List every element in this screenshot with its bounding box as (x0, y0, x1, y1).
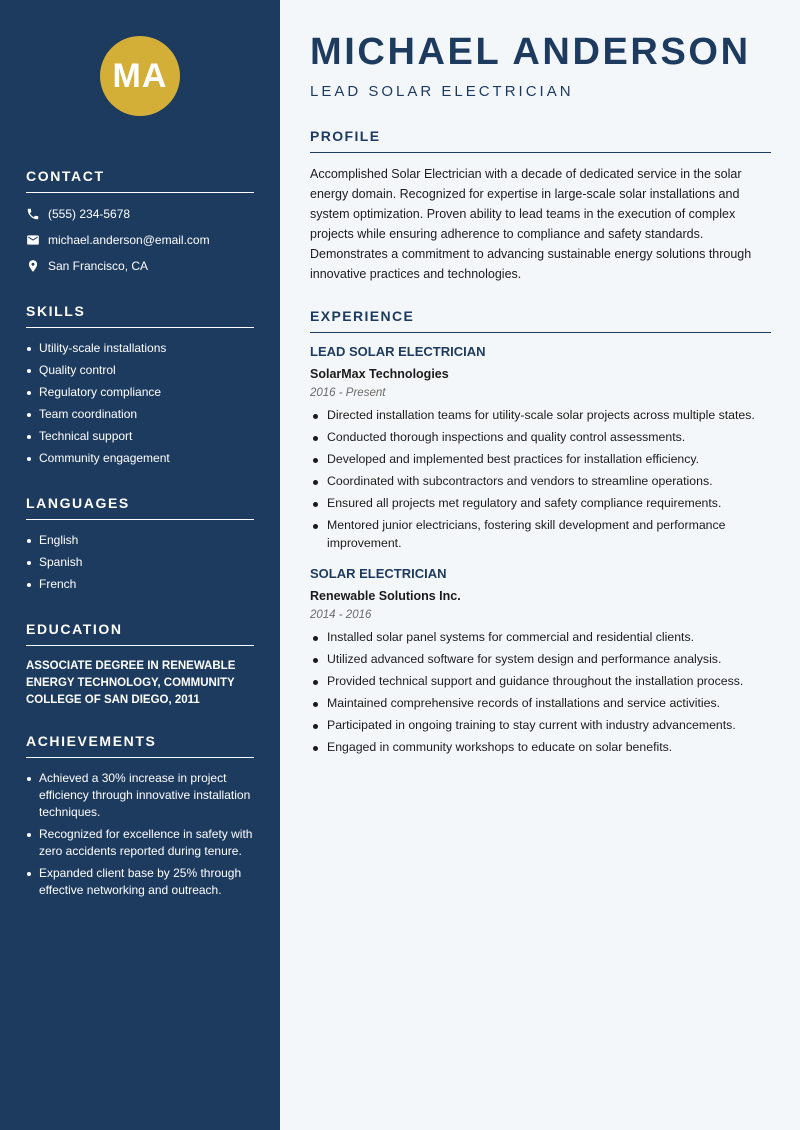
main-content (280, 0, 800, 1130)
job-bullet: Installed solar panel systems for commercial and residential clients. (310, 629, 771, 647)
experience-heading: EXPERIENCE (310, 308, 771, 333)
achievement-item: Expanded client base by 25% through effective networking and outreach. (26, 865, 254, 899)
education-section (26, 621, 254, 709)
avatar: MA (100, 36, 180, 116)
contact-section (26, 168, 254, 275)
skill-item: Technical support (26, 428, 254, 445)
job-bullet: Mentored junior electricians, fostering skill development and performance improvement. (310, 517, 771, 552)
skills-section (26, 303, 254, 467)
achievements-list (26, 770, 254, 899)
skill-item: Utility-scale installations (26, 340, 254, 357)
job-entry (310, 566, 771, 757)
job-bullet: Coordinated with subcontractors and vendors to streamline operations. (310, 473, 771, 491)
achievements-heading: ACHIEVEMENTS (26, 733, 254, 758)
email-text: michael.anderson@email.com (48, 233, 210, 247)
job-entry (310, 344, 771, 552)
education-text: ASSOCIATE DEGREE IN RENEWABLE ENERGY TECHNOLOGY, COMMUNITY COLLEGE OF SAN DIEGO, 2011 (26, 660, 236, 706)
language-item: Spanish (26, 554, 254, 571)
job-company: SolarMax Technologies (310, 367, 449, 381)
skill-item: Community engagement (26, 450, 254, 467)
phone-text: (555) 234-5678 (48, 207, 131, 221)
education-heading: EDUCATION (26, 621, 254, 646)
job-bullet: Conducted thorough inspections and quality control assessments. (310, 429, 771, 447)
language-item: French (26, 576, 254, 593)
job-bullet: Maintained comprehensive records of installations and service activities. (310, 695, 771, 713)
job-company: Renewable Solutions Inc. (310, 589, 461, 603)
contact-location (26, 257, 254, 275)
achievements-section (26, 733, 254, 899)
location-text: San Francisco, CA (48, 259, 149, 273)
candidate-name: MICHAEL ANDERSON (310, 31, 751, 73)
skill-item: Quality control (26, 362, 254, 379)
profile-section (310, 128, 771, 284)
job-dates: 2014 - 2016 (310, 609, 372, 621)
job-bullet: Provided technical support and guidance throughout the installation process. (310, 673, 771, 691)
job-bullet: Participated in ongoing training to stay current with industry advancements. (310, 717, 771, 735)
job-bullet: Ensured all projects met regulatory and safety compliance requirements. (310, 495, 771, 513)
language-item: English (26, 532, 254, 549)
profile-heading: PROFILE (310, 128, 771, 153)
job-bullet: Utilized advanced software for system design and performance analysis. (310, 651, 771, 669)
candidate-title: LEAD SOLAR ELECTRICIAN (310, 83, 574, 100)
job-bullet: Developed and implemented best practices for installation efficiency. (310, 451, 771, 469)
profile-text: Accomplished Solar Electrician with a decade of dedicated service in the solar energy domain. Recognized for expertise in large-scale solar installations and system optimization. Proven ability to lead teams in the execution of complex projects while ensuring adherence to compliance and safety standards. Demonstrates a commitment to advancing sustainable energy solutions through innovative practices and technologies. (310, 167, 752, 281)
contact-phone (26, 205, 254, 223)
sidebar (0, 0, 280, 1130)
phone-icon (26, 207, 40, 221)
job-bullets (310, 407, 771, 552)
job-bullets (310, 629, 771, 757)
skill-item: Team coordination (26, 406, 254, 423)
job-bullet: Engaged in community workshops to educate on solar benefits. (310, 739, 771, 757)
achievement-item: Recognized for excellence in safety with zero accidents reported during tenure. (26, 826, 254, 860)
languages-section (26, 495, 254, 593)
skills-heading: SKILLS (26, 303, 254, 328)
achievement-item: Achieved a 30% increase in project efficiency through innovative installation techniques. (26, 770, 254, 821)
contact-email (26, 231, 254, 249)
job-title: SOLAR ELECTRICIAN (310, 566, 447, 581)
job-title: LEAD SOLAR ELECTRICIAN (310, 344, 486, 359)
contact-heading: CONTACT (26, 168, 254, 193)
job-dates: 2016 - Present (310, 387, 386, 399)
skills-list (26, 340, 254, 467)
languages-heading: LANGUAGES (26, 495, 254, 520)
job-bullet: Directed installation teams for utility-scale solar projects across multiple states. (310, 407, 771, 425)
languages-list (26, 532, 254, 593)
email-icon (26, 233, 40, 247)
skill-item: Regulatory compliance (26, 384, 254, 401)
location-pin-icon (26, 259, 40, 273)
experience-section (310, 308, 771, 757)
